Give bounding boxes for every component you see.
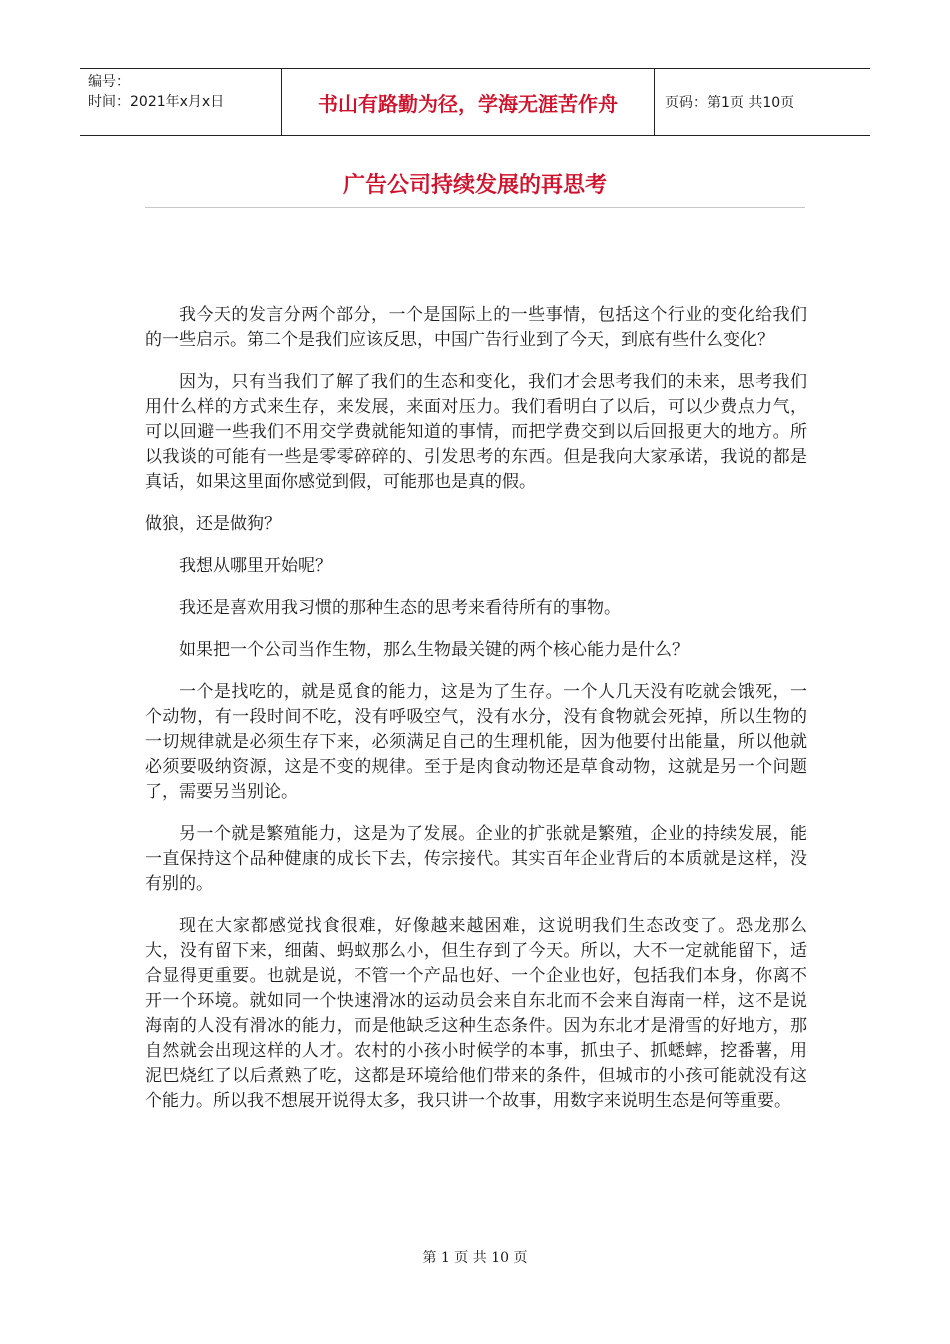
paragraph: 我今天的发言分两个部分，一个是国际上的一些事情，包括这个行业的变化给我们的一些启示。第二个是我们应该反思，中国广告行业到了今天，到底有些什么变化？ <box>145 305 807 350</box>
paragraph: 我想从哪里开始呢？ <box>179 556 332 576</box>
title-divider <box>145 207 805 208</box>
header-table <box>80 68 870 136</box>
section-heading: 做狼，还是做狗？ <box>145 514 281 534</box>
header-page-info: 页码：第1页 共10页 <box>665 95 795 111</box>
paragraph: 我还是喜欢用我习惯的那种生态的思考来看待所有的事物。 <box>179 598 621 618</box>
number-label: 编号： <box>88 74 130 90</box>
paragraph: 如果把一个公司当作生物，那么生物最关键的两个核心能力是什么？ <box>179 640 689 660</box>
paragraph: 另一个就是繁殖能力，这是为了发展。企业的扩张就是繁殖，企业的持续发展，能一直保持这个品种健康的成长下去，传宗接代。其实百年企业背后的本质就是这样，没有别的。 <box>145 824 807 894</box>
paragraph: 因为，只有当我们了解了我们的生态和变化，我们才会思考我们的未来，思考我们用什么样的方式来生存，来发展，来面对压力。我们看明白了以后，可以少费点力气，可以回避一些我们不用交学费就能知道的事情，而把学费交到以后回报更大的地方。所以我谈的可能有一些是零零碎碎的、引发思考的东西。但是我向大家承诺，我说的都是真话，如果这里面你感觉到假，可能那也是真的假。 <box>145 372 807 492</box>
header-meta-cell <box>80 69 282 135</box>
header-motto: 书山有路勤为径，学海无涯苦作舟 <box>282 69 655 135</box>
paragraph: 一个是找吃的，就是觅食的能力，这是为了生存。一个人几天没有吃就会饿死，一个动物，有一段时间不吃，没有呼吸空气，没有水分，没有食物就会死掉，所以生物的一切规律就是必须生存下来，必须满足自己的生理机能，因为他要付出能量，所以他就必须要吸纳资源，这是不变的规律。至于是肉食动物还是草食动物，这就是另一个问题了，需要另当别论。 <box>145 682 807 802</box>
document-title: 广告公司持续发展的再思考 <box>342 173 607 198</box>
paragraph: 现在大家都感觉找食很难，好像越来越困难，这说明我们生态改变了。恐龙那么大，没有留下来，细菌、蚂蚁那么小，但生存到了今天。所以，大不一定就能留下，适合显得更重要。也就是说，不管一个产品也好、一个企业也好，包括我们本身，你离不开一个环境。就如同一个快速滑冰的运动员会来自东北而不会来自海南一样，这不是说海南的人没有滑冰的能力，而是他缺乏这种生态条件。因为东北才是滑雪的好地方，那自然就会出现这样的人才。农村的小孩小时候学的本事，抓虫子、抓蟋蟀，挖番薯，用泥巴烧红了以后煮熟了吃，这都是环境给他们带来的条件，但城市的小孩可能就没有这个能力。所以我不想展开说得太多，我只讲一个故事，用数字来说明生态是何等重要。 <box>145 916 807 1111</box>
document-body <box>145 303 807 1131</box>
page-footer: 第 1 页 共 10 页 <box>422 1250 528 1266</box>
time-label: 时间：2021年x月x日 <box>88 94 225 110</box>
